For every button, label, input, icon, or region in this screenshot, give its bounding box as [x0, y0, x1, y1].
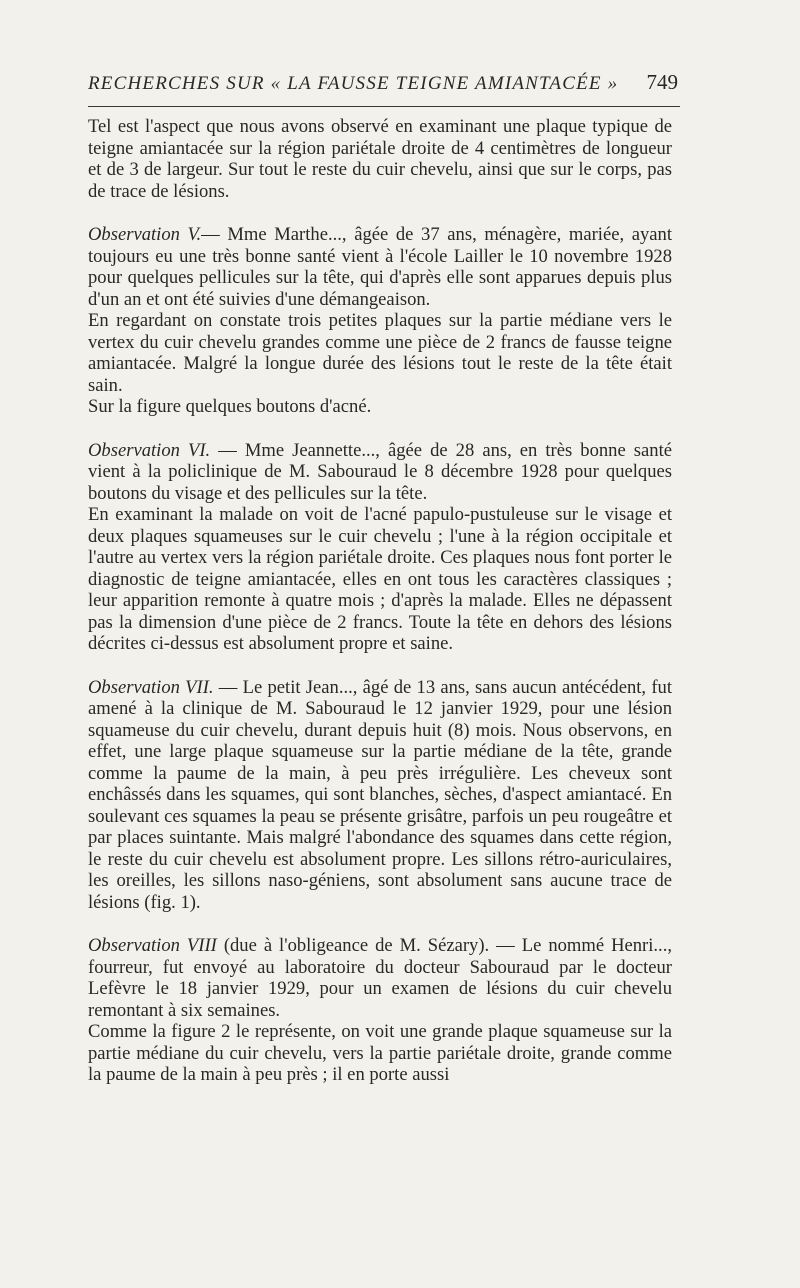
observation-7-label: Observation VII.: [88, 676, 214, 698]
paragraph-intro: Tel est l'aspect que nous avons observé en examinant une plaque typique de teigne amiantacée sur la région pariétale droite de 4 centimètres de longueur et de 3 de largeur. Sur tout le reste du cuir chevelu, ainsi que sur le corps, pas de trace de lésions.: [88, 116, 672, 202]
observation-7: [88, 677, 672, 914]
observation-8: [88, 935, 672, 1021]
observation-6: [88, 440, 672, 505]
observation-5-paragraph-2: En regardant on constate trois petites plaques sur la partie médiane vers le vertex du cuir chevelu grandes comme une pièce de 2 francs de fausse teigne amiantacée. Malgré la longue durée des lésions tout le reste de la tête était sain.: [88, 310, 672, 396]
observation-8-label: Observation VIII: [88, 935, 217, 956]
observation-5-text: — Mme Marthe..., âgée de 37 ans, ménagère, mariée, ayant toujours eu une très bonne santé vient à l'école Lailler le 10 novembre 1928 pour quelques pellicules sur la tête, qui d'après elle sont apparues depuis plus d'un an et ont été suivies d'une démangeaison.: [88, 224, 673, 310]
section-gap: [88, 913, 672, 935]
observation-6-paragraph-2: En examinant la malade on voit de l'acné papulo-pustuleuse sur le visage et deux plaques squameuses sur le cuir chevelu ; l'une à la région occipitale et l'autre au vertex vers la région pariétale droite. Ces plaques nous font porter le diagnostic de teigne amiantacée, elles en ont tous les caractères classiques ; leur apparition remonte à quatre mois ; d'après la malade. Elles ne dépassent pas la dimension d'une pièce de 2 francs. Toute la tête en dehors des lésions décrites ci-dessus est absolument propre et saine.: [88, 504, 672, 654]
observation-5-paragraph-3: Sur la figure quelques boutons d'acné.: [88, 396, 372, 417]
section-gap: [88, 418, 672, 440]
running-title: RECHERCHES SUR « LA FAUSSE TEIGNE AMIANTACÉE »: [88, 73, 619, 94]
section-gap: [88, 655, 672, 677]
observation-5-label: Observation V.: [88, 224, 202, 245]
page-body: [88, 116, 672, 1086]
observation-7-text: — Le petit Jean..., âgé de 13 ans, sans aucun antécédent, fut amené à la clinique de M. Sabouraud le 12 janvier 1929, pour une lésion squameuse du cuir chevelu, durant depuis huit (8) mois. Nous observons, en effet, une large plaque squameuse sur la partie médiane de la tête, grande comme la paume de la main, à peu près irrégulière. Les cheveux sont enchâssés dans les squames, qui sont blanches, sèches, d'aspect amiantacé. En soulevant ces squames la peau se présente grisâtre, parfois un peu rougeâtre et par places suintante. Mais malgré l'abondance des squames dans cette région, le reste du cuir chevelu est absolument propre. Les sillons rétro-auriculaires, les oreilles, les sillons naso-géniens, sont absolument sans aucune trace de lésions (fig. 1).: [88, 676, 672, 913]
header-rule: [88, 106, 680, 107]
observation-6-text: — Mme Jeannette..., âgée de 28 ans, en très bonne santé vient à la policlinique de M. Sabouraud le 8 décembre 1928 pour quelques boutons du visage et des pellicules sur la tête.: [88, 439, 672, 504]
observation-5: [88, 224, 672, 310]
section-gap: [88, 202, 672, 224]
observation-8-text: (due à l'obligeance de M. Sézary). — Le nommé Henri..., fourreur, fut envoyé au laboratoire du docteur Sabouraud par le docteur Lefèvre le 18 janvier 1929, pour un examen de lésions du cuir chevelu remontant à six semaines.: [88, 935, 672, 1021]
page-number: 749: [646, 70, 678, 94]
observation-8-paragraph-2: Comme la figure 2 le représente, on voit une grande plaque squameuse sur la partie médiane du cuir chevelu, vers la partie pariétale droite, grande comme la paume de la main à peu près ; il en porte aussi: [88, 1021, 672, 1085]
observation-6-label: Observation VI.: [88, 439, 211, 461]
running-header: [88, 70, 678, 95]
